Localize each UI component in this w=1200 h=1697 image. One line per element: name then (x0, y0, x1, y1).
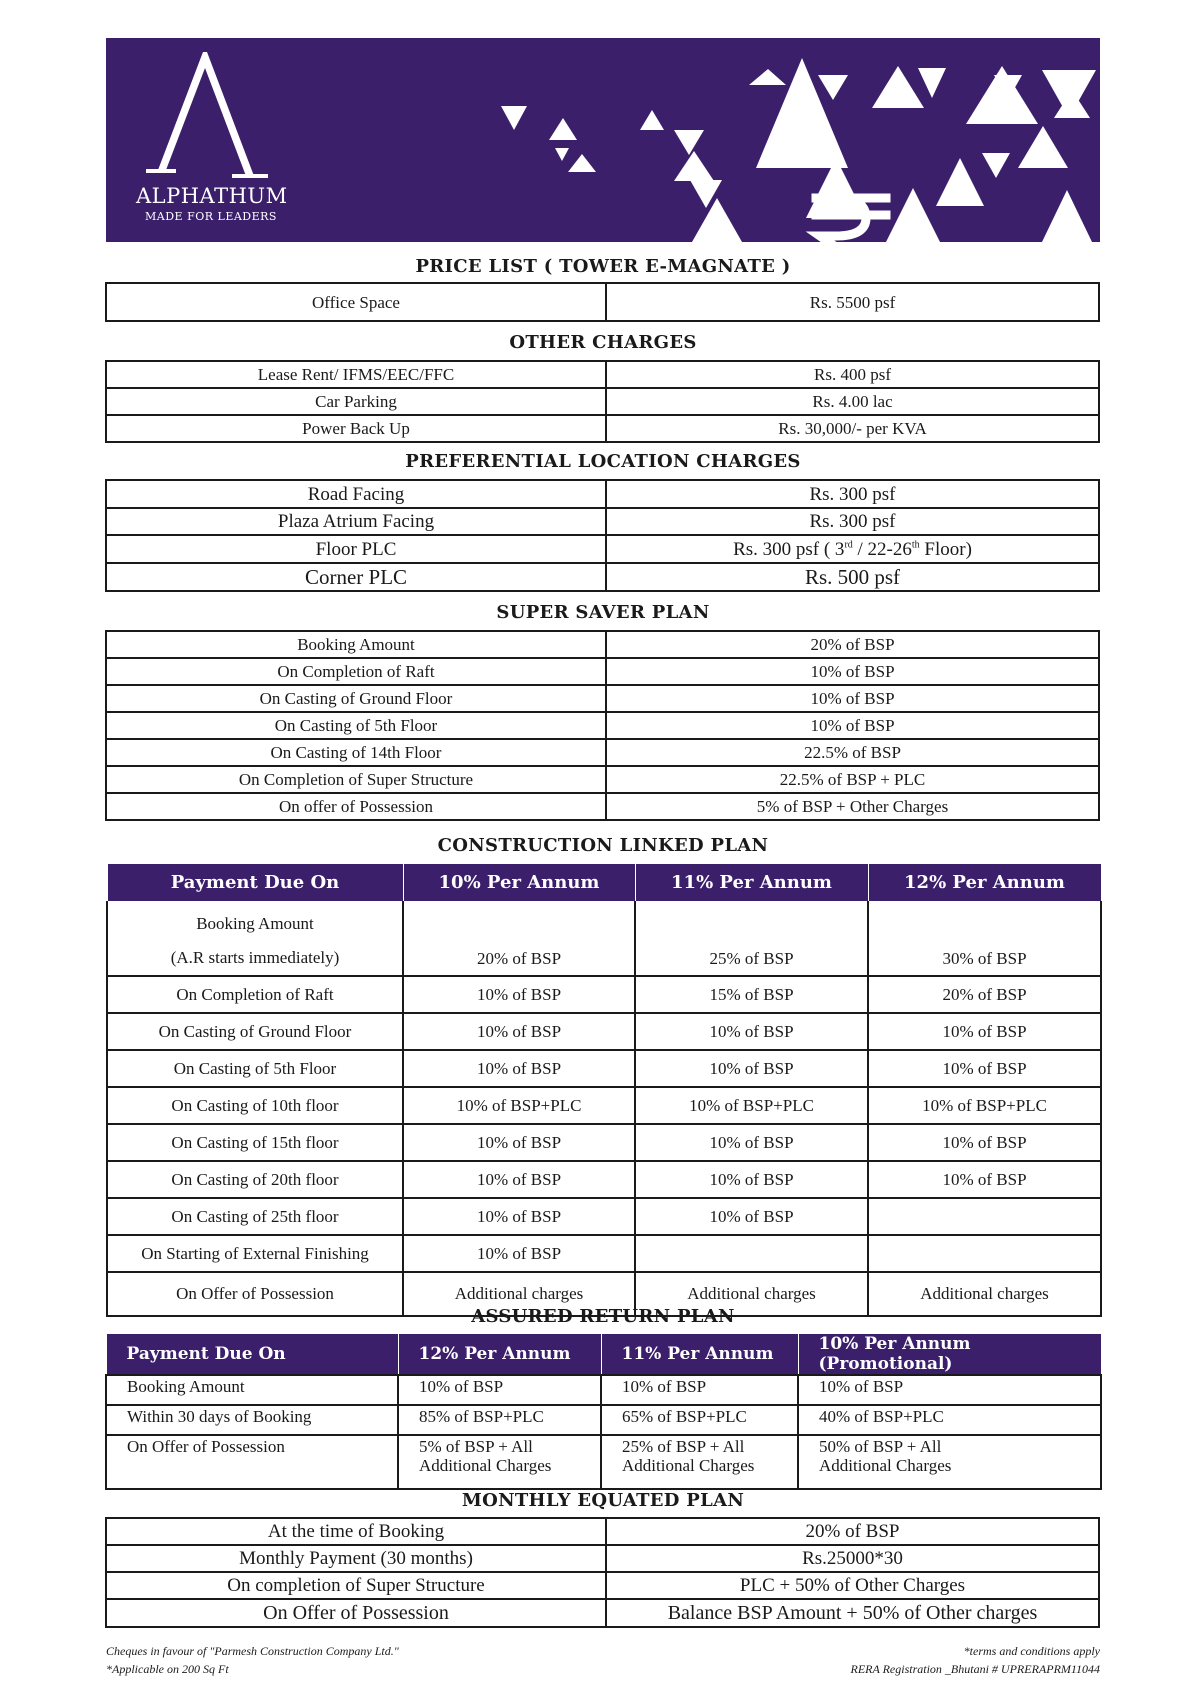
plc-value: Rs. 500 psf (606, 563, 1099, 591)
plc-superscript: rd (844, 539, 853, 551)
triangle-pattern (501, 58, 1096, 242)
clp-stage: On Completion of Raft (107, 976, 403, 1013)
clp-amount: 10% of BSP (635, 1161, 868, 1198)
clp-stage: On Casting of 15th floor (107, 1124, 403, 1161)
clp-stage: On Casting of 20th floor (107, 1161, 403, 1198)
table-row (107, 1124, 1101, 1161)
clp-amount: 10% of BSP (403, 1198, 635, 1235)
arp-amount: 10% of BSP (798, 1375, 1101, 1405)
table-row (107, 901, 1101, 976)
clp-header: Payment Due On (107, 864, 403, 902)
table-row (107, 976, 1101, 1013)
arp-amount: 10% of BSP (398, 1375, 601, 1405)
plc-table (105, 479, 1100, 592)
charge-label: Power Back Up (106, 415, 606, 442)
other-charges-table (105, 360, 1100, 443)
price-list-title (106, 256, 1100, 277)
table-row (106, 1435, 1101, 1489)
arp-header: Payment Due On (106, 1334, 398, 1376)
table-row (106, 766, 1099, 793)
plan-stage: On Completion of Raft (106, 658, 606, 685)
plc-label: Plaza Atrium Facing (106, 508, 606, 535)
clp-amount: 10% of BSP (635, 1124, 868, 1161)
table-row (106, 1599, 1099, 1627)
table-row (106, 739, 1099, 766)
plan-stage: On Casting of 5th Floor (106, 712, 606, 739)
table-row (107, 1198, 1101, 1235)
table-row (107, 1013, 1101, 1050)
clp-stage: On Starting of External Finishing (107, 1235, 403, 1272)
arp-amount (798, 1435, 1101, 1489)
clp-amount (868, 1198, 1101, 1235)
arp-stage: Within 30 days of Booking (106, 1405, 398, 1435)
mep-amount: PLC + 50% of Other Charges (606, 1572, 1099, 1599)
clp-amount: 10% of BSP (635, 1050, 868, 1087)
table-row (106, 508, 1099, 535)
price-label: Office Space (106, 283, 606, 321)
plan-stage: Booking Amount (106, 631, 606, 658)
arp-amount-line: 50% of BSP + All (819, 1437, 942, 1456)
super-saver-table (105, 630, 1100, 821)
arp-table (105, 1333, 1102, 1490)
plan-amount: 10% of BSP (606, 685, 1099, 712)
plc-label: Floor PLC (106, 535, 606, 563)
table-row (106, 631, 1099, 658)
plan-stage: On Casting of 14th Floor (106, 739, 606, 766)
clp-header: 12% Per Annum (868, 864, 1101, 902)
table-row (107, 1161, 1101, 1198)
clp-amount: 10% of BSP (868, 1124, 1101, 1161)
plc-title: PREFERENTIAL LOCATION CHARGES (405, 451, 801, 472)
table-row (106, 712, 1099, 739)
plan-stage: On Completion of Super Structure (106, 766, 606, 793)
clp-amount: 10% of BSP (403, 1161, 635, 1198)
clp-amount: 10% of BSP (403, 1050, 635, 1087)
plc-value: Rs. 300 psf (606, 480, 1099, 508)
table-row (106, 480, 1099, 508)
clp-stage: On Casting of 25th floor (107, 1198, 403, 1235)
clp-header: 10% Per Annum (403, 864, 635, 902)
price-value: Rs. 5500 psf (606, 283, 1099, 321)
clp-amount: 30% of BSP (868, 901, 1101, 976)
plan-amount: 5% of BSP + Other Charges (606, 793, 1099, 820)
clp-amount: 10% of BSP (868, 1013, 1101, 1050)
clp-header: 11% Per Annum (635, 864, 868, 902)
clp-amount: 10% of BSP (868, 1161, 1101, 1198)
clp-amount: 10% of BSP (403, 1235, 635, 1272)
arp-title: ASSURED RETURN PLAN (471, 1306, 735, 1327)
plc-label: Road Facing (106, 480, 606, 508)
charge-label: Car Parking (106, 388, 606, 415)
table-row (106, 1405, 1101, 1435)
table-row (106, 685, 1099, 712)
table-row (106, 415, 1099, 442)
clp-amount: 10% of BSP (635, 1013, 868, 1050)
table-row (106, 283, 1099, 321)
clp-amount: 10% of BSP+PLC (403, 1087, 635, 1124)
plan-stage: On offer of Possession (106, 793, 606, 820)
table-row (107, 1235, 1101, 1272)
clp-amount: 10% of BSP (403, 1013, 635, 1050)
plan-amount: 10% of BSP (606, 712, 1099, 739)
arp-stage: Booking Amount (106, 1375, 398, 1405)
arp-amount: 85% of BSP+PLC (398, 1405, 601, 1435)
arp-amount-line: 5% of BSP + All (419, 1437, 533, 1456)
plc-label: Corner PLC (106, 563, 606, 591)
clp-stage-line: Booking Amount (196, 914, 314, 933)
clp-table (106, 863, 1102, 1317)
clp-stage: On Casting of Ground Floor (107, 1013, 403, 1050)
mep-amount: Balance BSP Amount + 50% of Other charges (606, 1599, 1099, 1627)
table-row (106, 563, 1099, 591)
mep-amount: 20% of BSP (606, 1518, 1099, 1545)
brand-name: ALPHATHUM (136, 184, 288, 208)
clp-title: CONSTRUCTION LINKED PLAN (437, 835, 769, 856)
clp-amount (868, 1235, 1101, 1272)
plan-amount: 22.5% of BSP (606, 739, 1099, 766)
table-row (106, 658, 1099, 685)
arp-amount: 40% of BSP+PLC (798, 1405, 1101, 1435)
footer-applicable-note: *Applicable on 200 Sq Ft (106, 1662, 229, 1676)
price-list-table (105, 282, 1100, 322)
clp-amount: 10% of BSP (868, 1050, 1101, 1087)
mep-stage: On completion of Super Structure (106, 1572, 606, 1599)
alpha-logo-icon (146, 52, 268, 178)
table-row (106, 361, 1099, 388)
arp-header: 10% Per Annum (Promotional) (798, 1334, 1101, 1376)
arp-header: 12% Per Annum (398, 1334, 601, 1376)
footer-cheque-note: Cheques in favour of "Parmesh Construction Company Ltd." (106, 1644, 399, 1658)
clp-amount: Additional charges (635, 1272, 868, 1316)
clp-stage: On Offer of Possession (107, 1272, 403, 1316)
mep-title: MONTHLY EQUATED PLAN (461, 1490, 745, 1511)
super-saver-title: SUPER SAVER PLAN (496, 602, 710, 623)
clp-amount: 20% of BSP (403, 901, 635, 976)
clp-amount: Additional charges (403, 1272, 635, 1316)
arp-amount: 65% of BSP+PLC (601, 1405, 798, 1435)
clp-stage: On Casting of 10th floor (107, 1087, 403, 1124)
arp-header: 11% Per Annum (601, 1334, 798, 1376)
clp-amount: 10% of BSP (403, 976, 635, 1013)
charge-value: Rs. 400 psf (606, 361, 1099, 388)
table-row (106, 535, 1099, 563)
clp-stage (107, 901, 403, 976)
plc-value-part: Floor) (919, 538, 972, 560)
clp-amount (635, 1235, 868, 1272)
charge-label: Lease Rent/ IFMS/EEC/FFC (106, 361, 606, 388)
mep-stage: At the time of Booking (106, 1518, 606, 1545)
clp-stage: On Casting of 5th Floor (107, 1050, 403, 1087)
arp-amount (398, 1435, 601, 1489)
table-row (107, 1087, 1101, 1124)
plc-value (606, 535, 1099, 563)
table-row (107, 1050, 1101, 1087)
clp-amount: 15% of BSP (635, 976, 868, 1013)
arp-amount (601, 1435, 798, 1489)
plc-value-part: / 22-26 (852, 538, 912, 560)
mep-stage: On Offer of Possession (106, 1599, 606, 1627)
arp-header-row (106, 1334, 1101, 1376)
arp-amount: 10% of BSP (601, 1375, 798, 1405)
clp-amount: Additional charges (868, 1272, 1101, 1316)
plan-stage: On Casting of Ground Floor (106, 685, 606, 712)
plc-superscript: th (911, 539, 920, 551)
footer-terms-note: *terms and conditions apply (963, 1644, 1100, 1658)
plc-value: Rs. 300 psf (606, 508, 1099, 535)
clp-amount: 25% of BSP (635, 901, 868, 976)
charge-value: Rs. 30,000/- per KVA (606, 415, 1099, 442)
table-row (106, 1375, 1101, 1405)
footer-rera-note: RERA Registration _Bhutani # UPRERAPRM11044 (850, 1662, 1100, 1676)
clp-amount: 10% of BSP+PLC (868, 1087, 1101, 1124)
plan-amount: 22.5% of BSP + PLC (606, 766, 1099, 793)
clp-amount: 10% of BSP+PLC (635, 1087, 868, 1124)
clp-amount: 10% of BSP (403, 1124, 635, 1161)
table-row (106, 1572, 1099, 1599)
table-row (106, 388, 1099, 415)
arp-amount-line: Additional Charges (819, 1455, 952, 1475)
price-list-title-text: PRICE LIST ( TOWER E-MAGNATE ) (415, 256, 791, 277)
clp-amount: 10% of BSP (635, 1198, 868, 1235)
header-banner (106, 38, 1100, 242)
brand-tagline: MADE FOR LEADERS (145, 210, 277, 223)
plan-amount: 20% of BSP (606, 631, 1099, 658)
arp-stage: On Offer of Possession (106, 1435, 398, 1489)
clp-amount: 20% of BSP (868, 976, 1101, 1013)
mep-stage: Monthly Payment (30 months) (106, 1545, 606, 1572)
plc-value-part: Rs. 300 psf ( 3 (733, 538, 845, 560)
clp-stage-line: (A.R starts immediately) (170, 948, 340, 967)
other-charges-title: OTHER CHARGES (509, 332, 697, 353)
plan-amount: 10% of BSP (606, 658, 1099, 685)
table-row (106, 793, 1099, 820)
arp-amount-line: Additional Charges (622, 1455, 755, 1475)
mep-amount: Rs.25000*30 (606, 1545, 1099, 1572)
table-row (106, 1518, 1099, 1545)
clp-header-row (107, 864, 1101, 902)
table-row (106, 1545, 1099, 1572)
arp-amount-line: 25% of BSP + All (622, 1437, 745, 1456)
charge-value: Rs. 4.00 lac (606, 388, 1099, 415)
mep-table (105, 1517, 1100, 1628)
arp-amount-line: Additional Charges (419, 1455, 552, 1475)
